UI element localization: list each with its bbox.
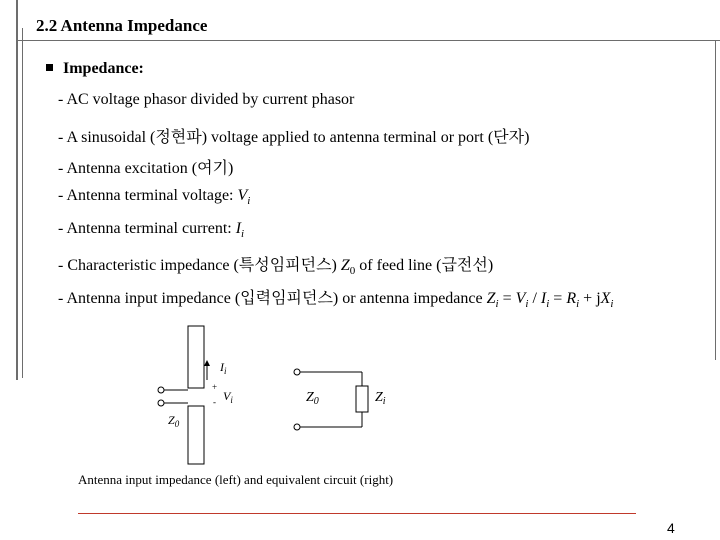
symbol: V: [237, 187, 248, 204]
z0-left-label: $Z_0$: [168, 413, 180, 429]
symbol-sub: i: [546, 298, 550, 311]
operator: =: [549, 290, 567, 307]
list-item: [58, 187, 250, 207]
list-item: [58, 285, 613, 310]
item-text: - AC voltage phasor divided by current phasor: [58, 91, 355, 108]
symbol-sub: i: [525, 298, 529, 311]
list-item: [58, 220, 244, 240]
item-text: - Characteristic impedance (특성임피던스): [58, 257, 341, 274]
title-underline: [16, 40, 720, 41]
symbol-sub: i: [495, 298, 499, 311]
list-item: [58, 124, 529, 147]
voltage-label: $V_i$: [223, 389, 233, 405]
lower-antenna-arm: [188, 406, 204, 464]
symbol-sub: 0: [349, 265, 356, 278]
square-bullet-icon: [46, 64, 53, 71]
circuit-terminal-top: [294, 369, 300, 375]
impedance-resistor-icon: [356, 386, 368, 412]
symbol-sub: i: [610, 298, 614, 311]
symbol: Z: [486, 290, 496, 307]
symbol-sub: i: [241, 228, 245, 241]
operator: =: [498, 290, 516, 307]
symbol-sub: i: [247, 195, 251, 208]
operator: /: [528, 290, 541, 307]
right-rule: [715, 40, 716, 360]
bullet-heading-text: Impedance:: [63, 60, 144, 77]
circuit-terminal-bottom: [294, 424, 300, 430]
dipole-antenna-diagram: [158, 326, 207, 464]
footer-divider: [78, 513, 636, 514]
bullet-heading: [46, 60, 144, 78]
plus-sign: +: [212, 382, 218, 392]
symbol-sub: i: [576, 298, 580, 311]
symbol: X: [600, 290, 611, 307]
symbol: R: [566, 290, 577, 307]
minus-sign: -: [213, 397, 216, 407]
symbol: I: [235, 220, 242, 237]
current-arrow-icon: [204, 360, 210, 366]
figure-caption: Antenna input impedance (left) and equivalent circuit (right): [78, 472, 394, 487]
slide-title: 2.2 Antenna Impedance: [36, 16, 208, 35]
symbol: I: [540, 290, 547, 307]
terminal-top: [158, 387, 164, 393]
upper-antenna-arm: [188, 326, 204, 388]
list-item: [58, 252, 493, 277]
item-text: - Antenna input impedance (입력임피던스) or antenna impedance: [58, 290, 487, 307]
symbol: V: [515, 290, 526, 307]
current-label: $I_i$: [220, 360, 227, 376]
item-text: - Antenna excitation (여기): [58, 160, 234, 177]
left-rule-inner: [22, 28, 23, 378]
item-text: - Antenna terminal voltage:: [58, 187, 238, 204]
item-text: of feed line (급전선): [355, 257, 494, 274]
equivalent-circuit-diagram: [294, 369, 368, 430]
operator: + j: [579, 290, 601, 307]
terminal-bottom: [158, 400, 164, 406]
left-rule-outer: [16, 0, 18, 380]
item-text: - A sinusoidal (정현파) voltage applied to antenna terminal or port (단자): [58, 129, 530, 146]
item-text: - Antenna terminal current:: [58, 220, 236, 237]
page-number: 4: [667, 520, 675, 536]
list-item: [58, 155, 233, 178]
z0-right-label: $Z_0$: [306, 390, 319, 407]
list-item: [58, 91, 354, 109]
symbol: Z: [340, 257, 350, 274]
zi-label: $Z_i$: [375, 390, 386, 407]
